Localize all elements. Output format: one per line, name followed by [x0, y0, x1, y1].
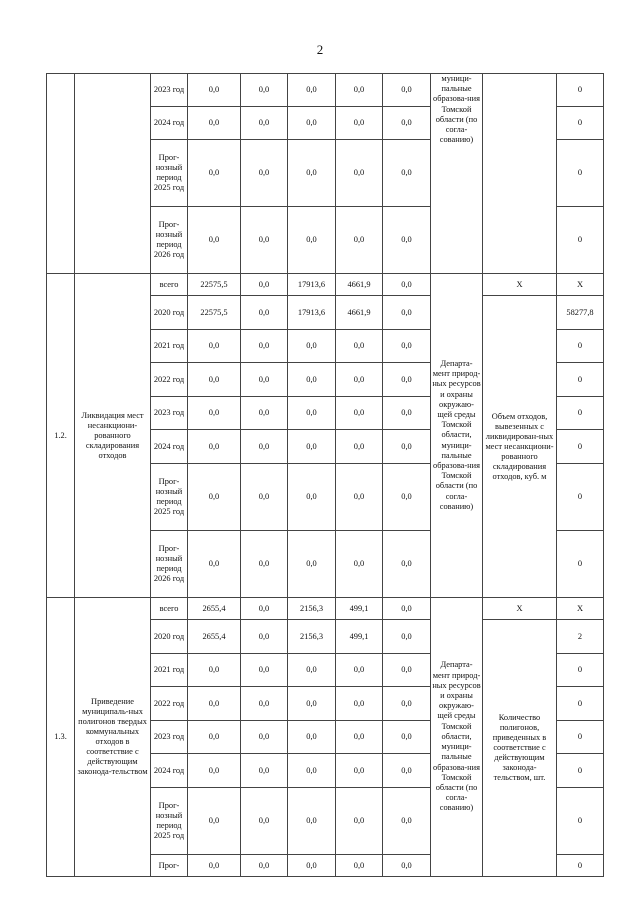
- extrabudgetary-cell: 0,0: [383, 397, 431, 430]
- regional-budget-cell: 0,0: [288, 754, 336, 788]
- regional-budget-cell: 0,0: [288, 654, 336, 687]
- local-budget-cell: 0,0: [336, 721, 383, 754]
- period-cell: 2022 год: [151, 687, 188, 721]
- item-number-cell: 1.2.: [47, 274, 75, 598]
- regional-budget-cell: 0,0: [288, 330, 336, 363]
- total-funds-cell: 0,0: [188, 363, 241, 397]
- federal-budget-cell: 0,0: [241, 620, 288, 654]
- period-cell: Прог-нозный период 2025 год: [151, 140, 188, 207]
- target-value-cell: 0: [557, 74, 604, 107]
- regional-budget-cell: 0,0: [288, 397, 336, 430]
- target-value-cell: 0: [557, 855, 604, 877]
- total-funds-cell: 0,0: [188, 687, 241, 721]
- local-budget-cell: 4661,9: [336, 274, 383, 296]
- extrabudgetary-cell: 0,0: [383, 296, 431, 330]
- local-budget-cell: 0,0: [336, 855, 383, 877]
- period-cell: 2024 год: [151, 107, 188, 140]
- total-funds-cell: 0,0: [188, 140, 241, 207]
- period-cell: 2024 год: [151, 754, 188, 788]
- target-value-cell: 2: [557, 620, 604, 654]
- regional-budget-cell: 17913,6: [288, 274, 336, 296]
- extrabudgetary-cell: 0,0: [383, 107, 431, 140]
- item-number-cell: 1.3.: [47, 598, 75, 877]
- total-funds-cell: 0,0: [188, 107, 241, 140]
- federal-budget-cell: 0,0: [241, 598, 288, 620]
- total-funds-cell: 0,0: [188, 430, 241, 464]
- regional-budget-cell: 0,0: [288, 207, 336, 274]
- period-cell: 2020 год: [151, 620, 188, 654]
- table-row: [47, 598, 604, 620]
- total-funds-cell: 0,0: [188, 397, 241, 430]
- regional-budget-cell: 0,0: [288, 107, 336, 140]
- executor-cell: Департа-мент природ-ных ресурсов и охраны окружаю-щей среды Томской области, муници-пальные образова-ния Томской области (по согла-сованию): [431, 274, 483, 598]
- extrabudgetary-cell: 0,0: [383, 430, 431, 464]
- total-funds-cell: 2655,4: [188, 620, 241, 654]
- total-funds-cell: 22575,5: [188, 274, 241, 296]
- extrabudgetary-cell: 0,0: [383, 464, 431, 531]
- indicator-cell: Объем отходов, вывезенных с ликвидирован-ных мест несанкциони-рованного складирования отходов, куб. м: [483, 296, 557, 598]
- local-budget-cell: 0,0: [336, 330, 383, 363]
- total-funds-cell: 0,0: [188, 788, 241, 855]
- federal-budget-cell: 0,0: [241, 74, 288, 107]
- target-value-cell: 0: [557, 207, 604, 274]
- period-cell: Прог-нозный период 2025 год: [151, 788, 188, 855]
- target-value-cell: 0: [557, 531, 604, 598]
- local-budget-cell: 0,0: [336, 687, 383, 721]
- item-name-cell: [75, 74, 151, 274]
- regional-budget-cell: 0,0: [288, 721, 336, 754]
- target-value-cell: 0: [557, 687, 604, 721]
- total-funds-cell: 2655,4: [188, 598, 241, 620]
- federal-budget-cell: 0,0: [241, 363, 288, 397]
- federal-budget-cell: 0,0: [241, 855, 288, 877]
- federal-budget-cell: 0,0: [241, 721, 288, 754]
- target-value-cell: 0: [557, 397, 604, 430]
- local-budget-cell: 0,0: [336, 464, 383, 531]
- period-cell: 2024 год: [151, 430, 188, 464]
- target-value-cell: 0: [557, 330, 604, 363]
- period-cell: 2023 год: [151, 74, 188, 107]
- table-row: [47, 74, 604, 107]
- regional-budget-cell: 17913,6: [288, 296, 336, 330]
- regional-budget-cell: 0,0: [288, 687, 336, 721]
- extrabudgetary-cell: 0,0: [383, 274, 431, 296]
- extrabudgetary-cell: 0,0: [383, 363, 431, 397]
- period-cell: 2022 год: [151, 363, 188, 397]
- extrabudgetary-cell: 0,0: [383, 754, 431, 788]
- target-value-cell: 0: [557, 430, 604, 464]
- regional-budget-cell: 0,0: [288, 363, 336, 397]
- regional-budget-cell: 0,0: [288, 430, 336, 464]
- local-budget-cell: 0,0: [336, 363, 383, 397]
- extrabudgetary-cell: 0,0: [383, 140, 431, 207]
- item-name-cell: Приведение муниципаль-ных полигонов твердых коммунальных отходов в соответствие с действующим законода-тельством: [75, 598, 151, 877]
- federal-budget-cell: 0,0: [241, 687, 288, 721]
- target-value-cell: 0: [557, 754, 604, 788]
- federal-budget-cell: 0,0: [241, 397, 288, 430]
- federal-budget-cell: 0,0: [241, 654, 288, 687]
- period-cell: 2023 год: [151, 397, 188, 430]
- federal-budget-cell: 0,0: [241, 754, 288, 788]
- target-value-cell: 58277,8: [557, 296, 604, 330]
- local-budget-cell: 0,0: [336, 754, 383, 788]
- extrabudgetary-cell: 0,0: [383, 207, 431, 274]
- period-cell: Прог-нозный период 2026 год: [151, 207, 188, 274]
- local-budget-cell: 499,1: [336, 620, 383, 654]
- total-funds-cell: 0,0: [188, 464, 241, 531]
- local-budget-cell: 4661,9: [336, 296, 383, 330]
- federal-budget-cell: 0,0: [241, 140, 288, 207]
- indicator-cell: [483, 74, 557, 274]
- federal-budget-cell: 0,0: [241, 107, 288, 140]
- period-cell: 2023 год: [151, 721, 188, 754]
- regional-budget-cell: 2156,3: [288, 598, 336, 620]
- target-value-cell: 0: [557, 788, 604, 855]
- regional-budget-cell: 0,0: [288, 464, 336, 531]
- local-budget-cell: 499,1: [336, 598, 383, 620]
- total-funds-cell: 22575,5: [188, 296, 241, 330]
- program-table: [46, 73, 604, 877]
- local-budget-cell: 0,0: [336, 430, 383, 464]
- period-cell: 2021 год: [151, 654, 188, 687]
- federal-budget-cell: 0,0: [241, 207, 288, 274]
- regional-budget-cell: 0,0: [288, 788, 336, 855]
- local-budget-cell: 0,0: [336, 207, 383, 274]
- period-cell: всего: [151, 598, 188, 620]
- local-budget-cell: 0,0: [336, 788, 383, 855]
- table-row: [47, 274, 604, 296]
- indicator-cell: Х: [483, 598, 557, 620]
- federal-budget-cell: 0,0: [241, 296, 288, 330]
- item-name-cell: Ликвидация мест несанкциони-рованного складирования отходов: [75, 274, 151, 598]
- total-funds-cell: 0,0: [188, 754, 241, 788]
- total-funds-cell: 0,0: [188, 721, 241, 754]
- total-funds-cell: 0,0: [188, 654, 241, 687]
- federal-budget-cell: 0,0: [241, 430, 288, 464]
- regional-budget-cell: 0,0: [288, 531, 336, 598]
- target-value-cell: Х: [557, 598, 604, 620]
- total-funds-cell: 0,0: [188, 74, 241, 107]
- total-funds-cell: 0,0: [188, 531, 241, 598]
- target-value-cell: 0: [557, 363, 604, 397]
- period-cell: 2020 год: [151, 296, 188, 330]
- extrabudgetary-cell: 0,0: [383, 721, 431, 754]
- local-budget-cell: 0,0: [336, 140, 383, 207]
- target-value-cell: 0: [557, 464, 604, 531]
- total-funds-cell: 0,0: [188, 330, 241, 363]
- total-funds-cell: 0,0: [188, 207, 241, 274]
- federal-budget-cell: 0,0: [241, 330, 288, 363]
- extrabudgetary-cell: 0,0: [383, 620, 431, 654]
- target-value-cell: Х: [557, 274, 604, 296]
- local-budget-cell: 0,0: [336, 654, 383, 687]
- period-cell: всего: [151, 274, 188, 296]
- period-cell: Прог-: [151, 855, 188, 877]
- federal-budget-cell: 0,0: [241, 464, 288, 531]
- extrabudgetary-cell: 0,0: [383, 855, 431, 877]
- local-budget-cell: 0,0: [336, 74, 383, 107]
- regional-budget-cell: 0,0: [288, 74, 336, 107]
- executor-cell: Департа-мент природ-ных ресурсов и охраны окружаю-щей среды Томской области, муници-пальные образова-ния Томской области (по согла-сованию): [431, 598, 483, 877]
- indicator-cell: Х: [483, 274, 557, 296]
- extrabudgetary-cell: 0,0: [383, 654, 431, 687]
- federal-budget-cell: 0,0: [241, 788, 288, 855]
- extrabudgetary-cell: 0,0: [383, 687, 431, 721]
- total-funds-cell: 0,0: [188, 855, 241, 877]
- target-value-cell: 0: [557, 654, 604, 687]
- extrabudgetary-cell: 0,0: [383, 74, 431, 107]
- period-cell: Прог-нозный период 2025 год: [151, 464, 188, 531]
- period-cell: 2021 год: [151, 330, 188, 363]
- executor-cell: муници-пальные образова-ния Томской области (по согла-сованию): [431, 74, 483, 274]
- item-number-cell: [47, 74, 75, 274]
- regional-budget-cell: 0,0: [288, 140, 336, 207]
- target-value-cell: 0: [557, 140, 604, 207]
- local-budget-cell: 0,0: [336, 107, 383, 140]
- extrabudgetary-cell: 0,0: [383, 598, 431, 620]
- extrabudgetary-cell: 0,0: [383, 330, 431, 363]
- regional-budget-cell: 2156,3: [288, 620, 336, 654]
- federal-budget-cell: 0,0: [241, 531, 288, 598]
- local-budget-cell: 0,0: [336, 397, 383, 430]
- extrabudgetary-cell: 0,0: [383, 531, 431, 598]
- extrabudgetary-cell: 0,0: [383, 788, 431, 855]
- page-number: 2: [316, 42, 324, 57]
- regional-budget-cell: 0,0: [288, 855, 336, 877]
- local-budget-cell: 0,0: [336, 531, 383, 598]
- period-cell: Прог-нозный период 2026 год: [151, 531, 188, 598]
- federal-budget-cell: 0,0: [241, 274, 288, 296]
- target-value-cell: 0: [557, 721, 604, 754]
- indicator-cell: Количество полигонов, приведенных в соответствие с действующим законода-тельством, шт.: [483, 620, 557, 877]
- target-value-cell: 0: [557, 107, 604, 140]
